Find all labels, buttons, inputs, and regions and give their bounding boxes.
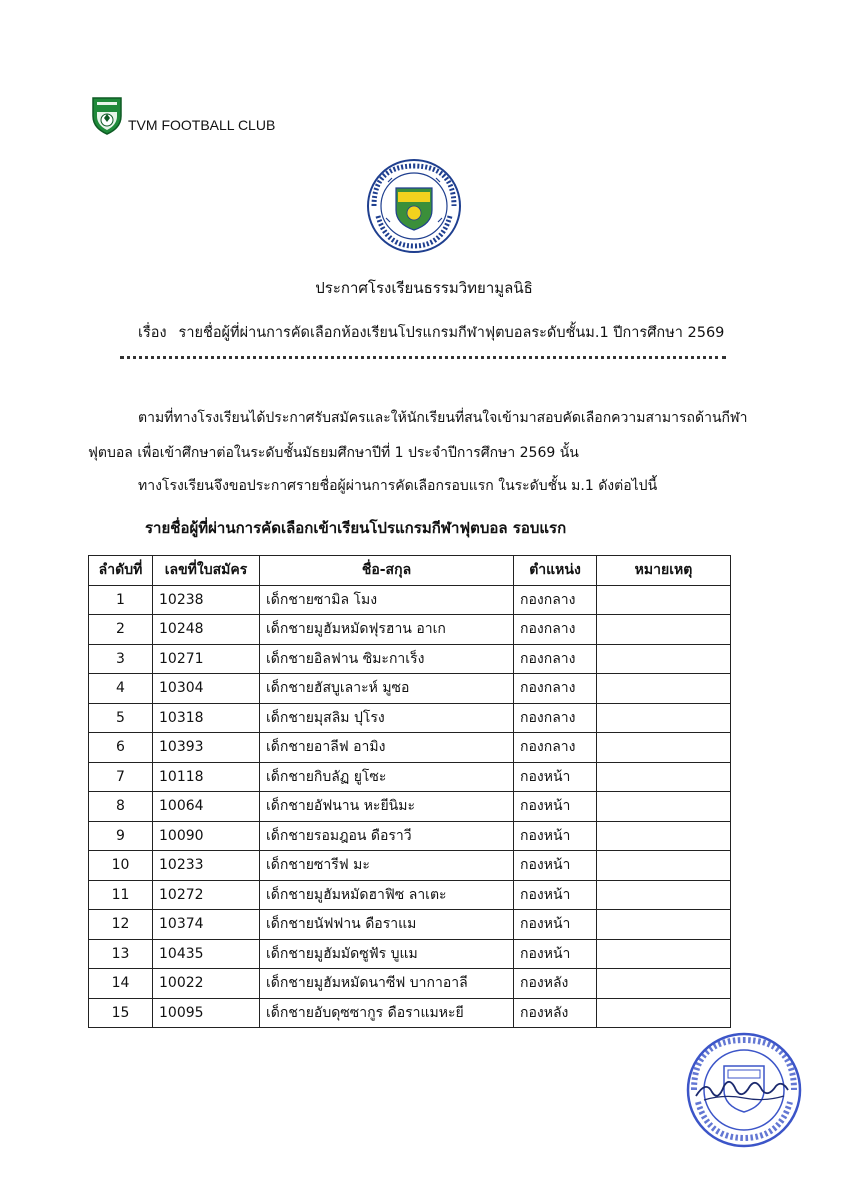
table-row	[89, 674, 731, 704]
cell-position: กองหน้า	[514, 851, 597, 881]
cell-note	[597, 939, 731, 969]
col-header-application: เลขที่ใบสมัคร	[153, 556, 260, 586]
cell-name: เด็กชายอัฟนาน หะยีนิมะ	[260, 792, 514, 822]
cell-no: 6	[89, 733, 153, 763]
cell-position: กองหน้า	[514, 880, 597, 910]
cell-name: เด็กชายอิลฟาน ซิมะกาเร็ง	[260, 644, 514, 674]
subject-label: เรื่อง	[138, 325, 167, 341]
cell-no: 15	[89, 998, 153, 1028]
official-stamp	[684, 1030, 804, 1150]
announcement-title: ประกาศโรงเรียนธรรมวิทยามูลนิธิ	[315, 279, 533, 297]
cell-note	[597, 615, 731, 645]
cell-name: เด็กชายซารีฟ มะ	[260, 851, 514, 881]
cell-position: กองกลาง	[514, 733, 597, 763]
cell-note	[597, 733, 731, 763]
cell-position: กองกลาง	[514, 615, 597, 645]
cell-position: กองกลาง	[514, 644, 597, 674]
cell-no: 8	[89, 792, 153, 822]
cell-name: เด็กชายมูฮัมหมัดนาซีฟ บากาอาลี	[260, 969, 514, 999]
club-logo	[89, 92, 125, 136]
subject-text: รายชื่อผู้ที่ผ่านการคัดเลือกห้องเรียนโปรแกรมกีฬาฟุตบอลระดับชั้นม.1 ปีการศึกษา 2569	[178, 325, 725, 341]
cell-position: กองหน้า	[514, 762, 597, 792]
cell-application: 10318	[153, 703, 260, 733]
table-row	[89, 585, 731, 615]
cell-position: กองหน้า	[514, 792, 597, 822]
cell-application: 10022	[153, 969, 260, 999]
cell-position: กองกลาง	[514, 585, 597, 615]
table-row	[89, 644, 731, 674]
cell-no: 2	[89, 615, 153, 645]
cell-application: 10238	[153, 585, 260, 615]
cell-position: กองหลัง	[514, 969, 597, 999]
cell-position: กองหน้า	[514, 939, 597, 969]
cell-note	[597, 674, 731, 704]
cell-position: กองหลัง	[514, 998, 597, 1028]
cell-name: เด็กชายกิบลัฏ ยูโซะ	[260, 762, 514, 792]
cell-position: กองหน้า	[514, 821, 597, 851]
col-header-position: ตำแหน่ง	[514, 556, 597, 586]
cell-no: 13	[89, 939, 153, 969]
cell-note	[597, 821, 731, 851]
cell-no: 10	[89, 851, 153, 881]
table-row	[89, 733, 731, 763]
cell-application: 10271	[153, 644, 260, 674]
cell-no: 7	[89, 762, 153, 792]
cell-name: เด็กชายอับดุซซากูร ดือราแมหะยี	[260, 998, 514, 1028]
table-row	[89, 998, 731, 1028]
cell-name: เด็กชายมุสลิม ปุโรง	[260, 703, 514, 733]
col-header-no: ลำดับที่	[89, 556, 153, 586]
cell-note	[597, 851, 731, 881]
cell-application: 10118	[153, 762, 260, 792]
school-seal	[366, 158, 462, 254]
cell-note	[597, 644, 731, 674]
cell-name: เด็กชายมูฮัมหมัดฟุรฮาน อาเก	[260, 615, 514, 645]
cell-note	[597, 880, 731, 910]
cell-no: 5	[89, 703, 153, 733]
cell-no: 11	[89, 880, 153, 910]
table-row	[89, 703, 731, 733]
table-header-row	[89, 556, 731, 586]
announcement-subject	[138, 321, 724, 344]
cell-name: เด็กชายอาลีฟ อามิง	[260, 733, 514, 763]
cell-note	[597, 703, 731, 733]
cell-no: 14	[89, 969, 153, 999]
cell-application: 10393	[153, 733, 260, 763]
cell-note	[597, 998, 731, 1028]
paragraph-1b: ฟุตบอล เพื่อเข้าศึกษาต่อในระดับชั้นมัธยมศึกษาปีที่ 1 ประจำปีการศึกษา 2569 นั้น	[88, 445, 579, 461]
cell-application: 10095	[153, 998, 260, 1028]
table-row	[89, 792, 731, 822]
cell-application: 10248	[153, 615, 260, 645]
cell-application: 10304	[153, 674, 260, 704]
cell-no: 3	[89, 644, 153, 674]
table-row	[89, 821, 731, 851]
cell-application: 10090	[153, 821, 260, 851]
cell-name: เด็กชายมูฮัมมัดซูฟัร บูแม	[260, 939, 514, 969]
cell-no: 9	[89, 821, 153, 851]
cell-name: เด็กชายนัฟฟาน ดือราแม	[260, 910, 514, 940]
table-row	[89, 851, 731, 881]
club-name: TVM FOOTBALL CLUB	[128, 117, 276, 133]
cell-name: เด็กชายซามิล โมง	[260, 585, 514, 615]
cell-position: กองกลาง	[514, 703, 597, 733]
table-row	[89, 615, 731, 645]
table-row	[89, 939, 731, 969]
table-row	[89, 969, 731, 999]
separator-line	[120, 356, 726, 359]
cell-application: 10064	[153, 792, 260, 822]
cell-note	[597, 762, 731, 792]
cell-position: กองหน้า	[514, 910, 597, 940]
cell-application: 10435	[153, 939, 260, 969]
paragraph-1a: ตามที่ทางโรงเรียนได้ประกาศรับสมัครและให้นักเรียนที่สนใจเข้ามาสอบคัดเลือกความสามารถด้านกีฬา	[138, 410, 748, 426]
results-table	[88, 555, 731, 1028]
cell-name: เด็กชายมูฮัมหมัดฮาฟิซ ลาเตะ	[260, 880, 514, 910]
table-row	[89, 880, 731, 910]
cell-application: 10374	[153, 910, 260, 940]
table-row	[89, 910, 731, 940]
cell-no: 4	[89, 674, 153, 704]
col-header-note: หมายเหตุ	[597, 556, 731, 586]
table-heading: รายชื่อผู้ที่ผ่านการคัดเลือกเข้าเรียนโปรแกรมกีฬาฟุตบอล รอบแรก	[145, 519, 567, 537]
cell-note	[597, 792, 731, 822]
cell-note	[597, 969, 731, 999]
table-row	[89, 762, 731, 792]
paragraph-2: ทางโรงเรียนจึงขอประกาศรายชื่อผู้ผ่านการคัดเลือกรอบแรก ในระดับชั้น ม.1 ดังต่อไปนี้	[138, 478, 658, 494]
cell-no: 12	[89, 910, 153, 940]
cell-application: 10272	[153, 880, 260, 910]
cell-position: กองกลาง	[514, 674, 597, 704]
cell-note	[597, 585, 731, 615]
cell-name: เด็กชายฮัสบูเลาะห์ มูซอ	[260, 674, 514, 704]
cell-no: 1	[89, 585, 153, 615]
cell-name: เด็กชายรอมฎอน ดือราวี	[260, 821, 514, 851]
cell-application: 10233	[153, 851, 260, 881]
cell-note	[597, 910, 731, 940]
col-header-name: ชื่อ-สกุล	[260, 556, 514, 586]
